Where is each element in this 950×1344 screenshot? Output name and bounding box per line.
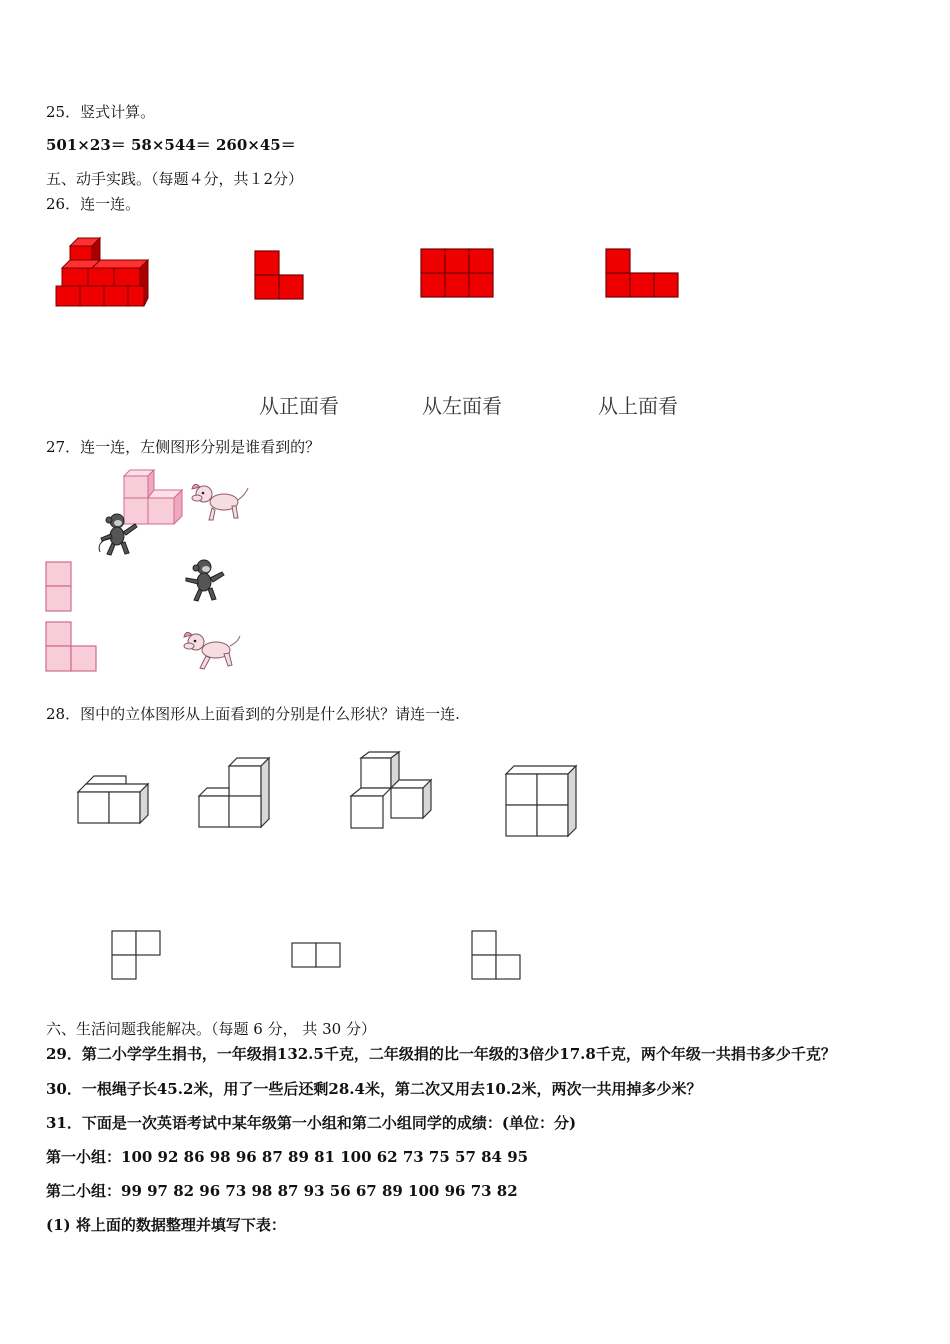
dog-icon [180, 628, 242, 672]
red-view-grid [420, 248, 496, 300]
top-view-two-squares [291, 942, 343, 970]
solid-figure-3 [349, 750, 435, 832]
red-view-l-long [605, 248, 681, 300]
top-view-l-corner [471, 930, 523, 982]
q29-text: 29．第二小学学生捐书，一年级捐132.5千克，二年级捐的比一年级的3倍少17.8千克，两个年级一共捐书多少千克？ [46, 1045, 836, 1063]
red-view-l-small [254, 250, 306, 302]
q31-text: 31．下面是一次英语考试中某年级第一小组和第二小组同学的成绩：(单位：分) [46, 1114, 577, 1132]
q30-text: 30．一根绳子长45.2米，用了一些后还剩28.4米，第二次又用去10.2米，两次一共用掉多少米？ [46, 1080, 702, 1098]
q25-title: 25．竖式计算。 [46, 103, 156, 121]
q28-title: 28．图中的立体图形从上面看到的分别是什么形状？请连一连. [46, 705, 460, 723]
pink-view-l-shape [45, 621, 99, 673]
view-label-left: 从左面看 [422, 394, 502, 418]
q31-group1: 第一小组：100 92 86 98 96 87 89 81 100 62 73 75 57 84 95 [46, 1148, 529, 1166]
section6-heading: 六、生活问题我能解决。（每题 6 分， 共 30 分） [46, 1020, 376, 1038]
view-label-top: 从上面看 [598, 394, 678, 418]
q31-part1: (1) 将上面的数据整理并填写下表： [46, 1216, 286, 1234]
red-cube-solid [52, 236, 152, 310]
q26-title: 26．连一连。 [46, 195, 141, 213]
section5-heading: 五、动手实践。（每题４分，共１2分） [46, 170, 304, 188]
q31-group2: 第二小组：99 97 82 96 73 98 87 93 56 67 89 100 96 73 82 [46, 1182, 518, 1200]
solid-figure-4 [504, 764, 580, 838]
monkey-icon [93, 512, 139, 556]
view-label-front: 从正面看 [259, 394, 339, 418]
pink-view-column [45, 561, 73, 613]
dog-icon [188, 480, 250, 524]
q27-title: 27．连一连，左侧图形分别是谁看到的？ [46, 438, 321, 456]
solid-figure-2 [197, 756, 273, 830]
top-view-l-shape [111, 930, 163, 982]
monkey-icon [182, 558, 228, 602]
q25-expressions: 501×23＝ 58×544＝ 260×45＝ [46, 136, 296, 154]
solid-figure-1 [76, 772, 152, 826]
